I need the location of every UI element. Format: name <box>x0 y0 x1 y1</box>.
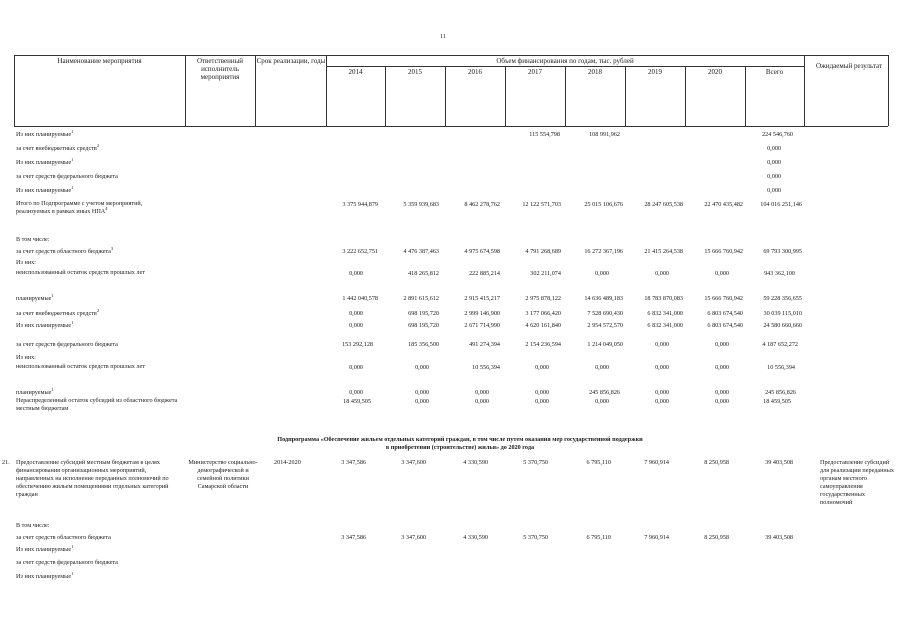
cell-2015: 185 356,500 <box>408 341 439 348</box>
cell-2017: 2 154 236,594 <box>525 341 561 348</box>
cell-2018: 6 795,110 <box>586 459 611 466</box>
row-label: Нераспределенный остаток субсидий из областного бюджета местным бюджетам <box>16 397 178 412</box>
header-year-2014: 2014 <box>348 68 363 76</box>
cell-2020: 6 803 674,540 <box>707 322 743 329</box>
cell-2018: 7 528 690,430 <box>587 310 623 317</box>
cell-2019: 0,000 <box>655 364 669 371</box>
cell-2020: 8 250,958 <box>704 534 729 541</box>
cell-2018: 14 636 489,183 <box>584 295 623 302</box>
cell-2014: 3 347,586 <box>341 534 366 541</box>
cell-2017: 0,000 <box>535 364 549 371</box>
cell-2016: 491 274,394 <box>469 341 500 348</box>
cell-2019: 0,000 <box>655 341 669 348</box>
item-responsible: Министерство социально-демографической и семейной политики Самарской области <box>188 459 258 490</box>
header-year-2017: 2017 <box>528 68 542 76</box>
cell-2014: 0,000 <box>349 310 363 317</box>
cell-2020: 22 470 435,482 <box>704 201 743 208</box>
row-label: за счет средств федерального бюджета <box>16 173 118 180</box>
cell-2018: 245 856,826 <box>589 389 620 396</box>
cell-2017: 115 554,798 <box>529 131 560 138</box>
cell-2014: 0,000 <box>349 270 363 277</box>
row-label: неиспользованный остаток средств прошлых лет <box>16 269 145 276</box>
row-label: Из них планируемые$^1$ <box>16 184 74 194</box>
cell-total: 24 580 660,660 <box>763 322 802 329</box>
cell-2016: 2 915 415,217 <box>464 295 500 302</box>
item-name: Предоставление субсидий местным бюджетам в целях финансирования организационных мероприятий, направленных на исполнение переданных полномочий по обеспечению жильем помещениями отдельных категорий граждан <box>16 459 169 498</box>
cell-2018: 0,000 <box>595 270 609 277</box>
cell-2014: 0,000 <box>349 389 363 396</box>
cell-2018: 25 015 106,676 <box>584 201 623 208</box>
cell-total: 0,000 <box>767 187 781 194</box>
cell-2020: 0,000 <box>715 364 729 371</box>
cell-total: 59 228 356,655 <box>763 295 802 302</box>
cell-2017: 4 620 161,840 <box>525 322 561 329</box>
cell-2017: 4 791 268,689 <box>525 248 561 255</box>
header-total: Всего <box>765 68 784 76</box>
cell-2018: 0,000 <box>595 364 609 371</box>
cell-2020: 6 803 674,540 <box>707 310 743 317</box>
cell-2019: 6 832 341,000 <box>647 310 683 317</box>
cell-2016: 4 330,590 <box>463 534 488 541</box>
cell-2015: 698 195,720 <box>408 322 439 329</box>
cell-2016: 2 999 146,900 <box>464 310 500 317</box>
cell-2019: 7 960,914 <box>644 459 669 466</box>
cell-2017: 0,000 <box>535 398 549 405</box>
row-label: за счет средств федерального бюджета <box>16 341 118 348</box>
row-label: за счет средств областного бюджета$^3$ <box>16 245 114 255</box>
cell-2019: 0,000 <box>655 389 669 396</box>
row-label: Из них планируемые$^1$ <box>16 128 74 138</box>
cell-2014: 0,000 <box>349 322 363 329</box>
cell-2020: 15 666 760,942 <box>704 248 743 255</box>
row-label: за счет внебюджетных средств$^2$ <box>16 307 100 317</box>
cell-2016: 222 885,214 <box>469 270 500 277</box>
subprogram-title: Подпрограмма «Обеспечение жильем отдельных категорий граждан, в том числе путем оказания мер государственной поддержки <box>277 436 643 443</box>
header-year-2020: 2020 <box>708 68 722 76</box>
cell-2018: 2 954 572,570 <box>587 322 623 329</box>
cell-2018: 6 795,110 <box>586 534 611 541</box>
cell-2015: 0,000 <box>415 364 429 371</box>
row-label: Из них: <box>16 259 36 266</box>
cell-2017: 5 370,750 <box>523 534 548 541</box>
header-year-2018: 2018 <box>588 68 602 76</box>
cell-total: 0,000 <box>767 173 781 180</box>
row-label: Из них планируемые$^1$ <box>16 156 74 166</box>
cell-2014: 3 347,586 <box>341 459 366 466</box>
cell-2016: 10 556,394 <box>472 364 500 371</box>
cell-2020: 0,000 <box>715 389 729 396</box>
cell-total: 4 187 652,272 <box>762 341 798 348</box>
row-label: планируемые$^1$ <box>16 292 54 302</box>
row-label: за счет внебюджетных средств$^2$ <box>16 142 100 152</box>
header-name: Наименование мероприятия <box>57 57 142 65</box>
cell-total: 30 039 115,010 <box>763 310 802 317</box>
cell-2014: 153 292,128 <box>342 341 373 348</box>
cell-total: 245 856,826 <box>765 389 796 396</box>
row-label: планируемые$^1$ <box>16 386 54 396</box>
cell-2015: 5 359 939,683 <box>403 201 439 208</box>
cell-2018: 16 272 367,196 <box>584 248 623 255</box>
cell-2015: 418 265,812 <box>408 270 439 277</box>
cell-2019: 0,000 <box>655 270 669 277</box>
cell-2015: 698 195,720 <box>408 310 439 317</box>
header-result: Ожидаемый результат <box>815 62 883 70</box>
cell-2016: 4 975 674,598 <box>464 248 500 255</box>
cell-2020: 0,000 <box>715 398 729 405</box>
subprogram-title-line2: в приобретении (строительстве) жилья» до 2020 года <box>385 444 535 451</box>
item-period: 2014-2020 <box>274 459 301 466</box>
cell-2016: 0,000 <box>475 398 489 405</box>
row-label: Из них планируемые$^1$ <box>16 543 74 553</box>
cell-2016: 2 671 714,990 <box>464 322 500 329</box>
header-responsible: Ответственный исполнитель мероприятия <box>196 57 244 81</box>
header-year-2016: 2016 <box>468 68 482 76</box>
cell-2017: 12 122 571,703 <box>522 201 561 208</box>
cell-2017: 0,000 <box>535 389 549 396</box>
cell-2015: 0,000 <box>415 398 429 405</box>
cell-total: 0,000 <box>767 159 781 166</box>
cell-2014: 0,000 <box>349 364 363 371</box>
header-year-2015: 2015 <box>408 68 422 76</box>
page-number: 11 <box>440 33 446 40</box>
cell-2020: 0,000 <box>715 270 729 277</box>
cell-2018: 0,000 <box>595 398 609 405</box>
cell-2014: 18 459,505 <box>343 398 371 405</box>
cell-2015: 3 347,600 <box>401 534 426 541</box>
cell-total: 943 362,100 <box>764 270 795 277</box>
cell-total: 0,000 <box>767 145 781 152</box>
row-label: за счет средств областного бюджета <box>16 534 111 541</box>
cell-2019: 0,000 <box>655 398 669 405</box>
cell-2018: 108 991,962 <box>589 131 620 138</box>
header-funding: Объем финансирования по годам, тыс. рублей <box>496 57 634 65</box>
cell-2017: 302 211,074 <box>530 270 561 277</box>
cell-2019: 18 783 870,083 <box>644 295 683 302</box>
total-row-label: Итого по Подпрограмме с учетом мероприятий, реализуемых в рамках иных НПА$^4$ <box>16 200 143 215</box>
row-label: неиспользованный остаток средств прошлых лет <box>16 363 145 370</box>
cell-2017: 3 177 066,420 <box>525 310 561 317</box>
cell-2014: 3 375 944,879 <box>342 201 378 208</box>
row-label: Из них: <box>16 354 36 361</box>
cell-2017: 5 370,750 <box>523 459 548 466</box>
row-label: Из них планируемые$^1$ <box>16 319 74 329</box>
in-that-number: В том числе: <box>16 236 50 243</box>
cell-2020: 15 666 760,942 <box>704 295 743 302</box>
cell-2016: 4 330,590 <box>463 459 488 466</box>
cell-2015: 0,000 <box>415 389 429 396</box>
header-period: Срок реализации, годы <box>256 57 326 65</box>
row-label: за счет средств федерального бюджета <box>16 559 118 566</box>
row-label: Из них планируемые$^1$ <box>16 570 74 580</box>
cell-total: 39 403,508 <box>765 459 793 466</box>
cell-total: 18 459,505 <box>763 398 791 405</box>
cell-2019: 21 415 264,538 <box>644 248 683 255</box>
header-year-2019: 2019 <box>648 68 662 76</box>
cell-2015: 3 347,600 <box>401 459 426 466</box>
cell-2019: 7 960,914 <box>644 534 669 541</box>
cell-total: 10 556,394 <box>767 364 795 371</box>
cell-2016: 8 462 278,762 <box>464 201 500 208</box>
cell-total: 224 546,760 <box>762 131 793 138</box>
cell-2017: 2 975 878,122 <box>525 295 561 302</box>
cell-total: 39 403,508 <box>765 534 793 541</box>
cell-total: 104 016 251,146 <box>760 201 802 208</box>
cell-2019: 6 832 341,000 <box>647 322 683 329</box>
cell-2014: 1 442 040,578 <box>342 295 378 302</box>
cell-2015: 4 476 387,463 <box>403 248 439 255</box>
item21-in-that: В том числе: <box>16 522 50 529</box>
cell-2015: 2 891 615,612 <box>403 295 439 302</box>
cell-2016: 0,000 <box>475 389 489 396</box>
cell-2014: 3 222 652,751 <box>342 248 378 255</box>
cell-2018: 1 214 049,050 <box>587 341 623 348</box>
cell-2020: 8 250,958 <box>704 459 729 466</box>
item-number: 21. <box>2 459 10 466</box>
item-result: Предоставление субсидий для реализации переданных органам местного самоуправления государственных полномочий <box>820 459 894 506</box>
cell-2019: 28 247 605,538 <box>644 201 683 208</box>
cell-total: 69 793 300,995 <box>763 248 802 255</box>
cell-2020: 0,000 <box>715 341 729 348</box>
